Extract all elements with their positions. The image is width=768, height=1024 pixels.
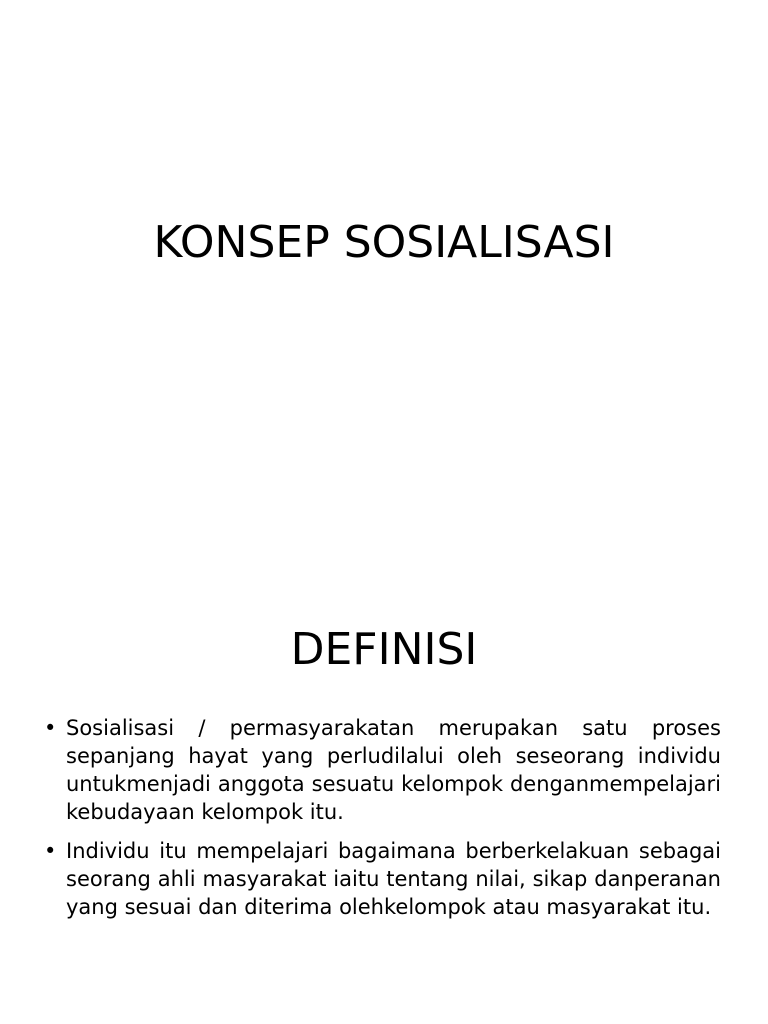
slide-title-heading: KONSEP SOSIALISASI (153, 217, 615, 268)
definition-bullet-list (40, 714, 721, 932)
bullet-icon: • (44, 716, 57, 740)
bullet-text: Individu itu mempelajari bagaimana berberkelakuan sebagai seorang ahli masyarakat iaitu tentang nilai, sikap danperanan yang sesuai dan diterima olehkelompok atau masyarakat itu. (66, 839, 721, 919)
bullet-text: Sosialisasi / permasyarakatan merupakan satu proses sepanjang hayat yang perludilalui oleh seseorang individu untukmenjadi anggota sesuatu kelompok denganmempelajari kebudayaan kelompok itu. (66, 716, 721, 824)
definition-heading: DEFINISI (290, 624, 478, 675)
bullet-item (40, 837, 721, 921)
bullet-icon: • (44, 839, 57, 863)
bullet-item (40, 714, 721, 826)
slide-definition (0, 576, 768, 1024)
